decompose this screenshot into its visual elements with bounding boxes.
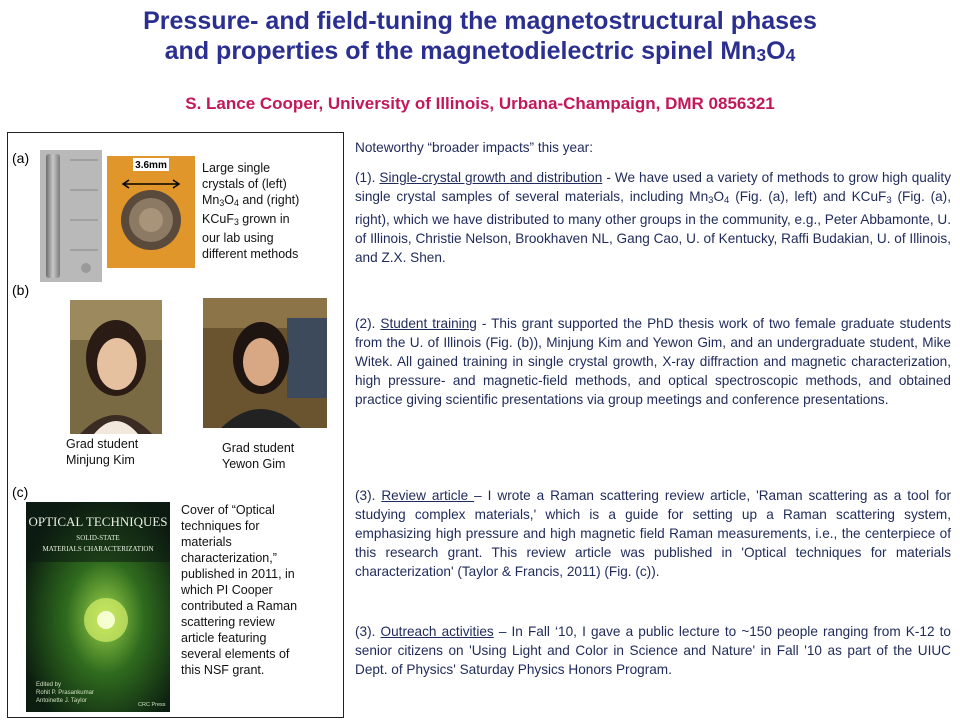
paragraph-3: (3). Review article – I wrote a Raman scattering review article, 'Raman scattering as a tool for studying complex materials,' which is a guide for setting up a Raman scattering system, emphasizing high pressure and high magnetic field Raman measurements, i.e., the centerpiece of this research grant. This review article was published in 'Optical techniques for materials characterization' (Taylor & Francis, 2011) (Fig. (c)). <box>355 488 951 579</box>
book-subtitle-1: SOLID-STATE <box>76 534 120 542</box>
paragraph-4: (3). Outreach activities – In Fall ‘10, I gave a public lecture to ~150 people ranging from K-12 to senior citizens on 'Using Light and Color in Science and Nature' in Fall '10 as part of the UIUC Dept. of Physics' Saturday Physics Honors Program. <box>355 624 951 677</box>
book-cover <box>26 502 170 712</box>
book-subtitle-2: MATERIALS CHARACTERIZATION <box>42 545 154 553</box>
intro-line: Noteworthy “broader impacts” this year: <box>355 140 593 155</box>
photo-minjung-kim <box>70 300 162 434</box>
scale-bar-label: 3.6mm <box>135 160 167 171</box>
book-editor-1: Rohit P. Prasankumar <box>36 690 94 696</box>
kcuf3-crystal-photo <box>107 156 195 268</box>
caption-c: Cover of “Optical techniques for materials characterization,” published in 2011, in which PI Cooper contributed a Raman scattering review article featuring several elements of this NSF grant. <box>181 503 298 677</box>
paragraph-1: (1). Single-crystal growth and distribution - We have used a variety of methods to grow high quality single crystal samples of several materials, including $Mn_3O_4$ (Fig. (a), left) and KCuF$_3$ (Fig. (a), right), which we have distributed to many other groups in the community, e.g., Peter Abbamonte, U. of Illinois, Christie Nelson, Brookhaven NL, Gang Cao, U. of Kentucky, Raffi Budakian, U. of Illinois, and Z.X. Shen. <box>355 170 952 265</box>
slide-subtitle: S. Lance Cooper, University of Illinois, Urbana-Champaign, DMR 0856321 <box>185 94 775 113</box>
book-title: OPTICAL TECHNIQUES <box>28 514 168 529</box>
book-edited-by: Edited by <box>36 682 62 688</box>
label-b: (b) <box>12 282 30 298</box>
book-editor-2: Antoinette J. Taylor <box>36 698 87 704</box>
photo-yewon-gim <box>203 298 327 428</box>
caption-b-yewon: Grad student Yewon Gim <box>222 441 295 471</box>
mn3o4-crystal-photo <box>40 150 102 282</box>
slide-title <box>0 6 960 70</box>
paragraph-2: (2). Student training - This grant supported the PhD thesis work of two female graduate students from the U. of Illinois (Fig. (b)), Minjung Kim and Yewon Gim, and an undergraduate student, Mike Witek. All gained training in single crystal growth, X-ray diffraction and magnetic characterization, high pressure- and magnetic-field methods, and optical spectroscopic methods, and obtained practice giving scientific presentations via group meetings and conference presentations. <box>355 316 951 407</box>
book-publisher: CRC Press <box>138 702 166 708</box>
label-a: (a) <box>12 150 30 166</box>
label-c: (c) <box>12 484 29 500</box>
title-line-2: and properties of the magnetodielectric spinel $Mn_3O_4$ <box>164 37 796 65</box>
title-line-1: Pressure- and field-tuning the magnetostructural phases <box>143 7 817 35</box>
caption-b-minjung: Grad student Minjung Kim <box>66 437 139 467</box>
caption-a: Large single crystals of (left) $Mn_3O_4$ and (right) KCuF$_3$ grown in our lab using different methods <box>202 161 300 261</box>
